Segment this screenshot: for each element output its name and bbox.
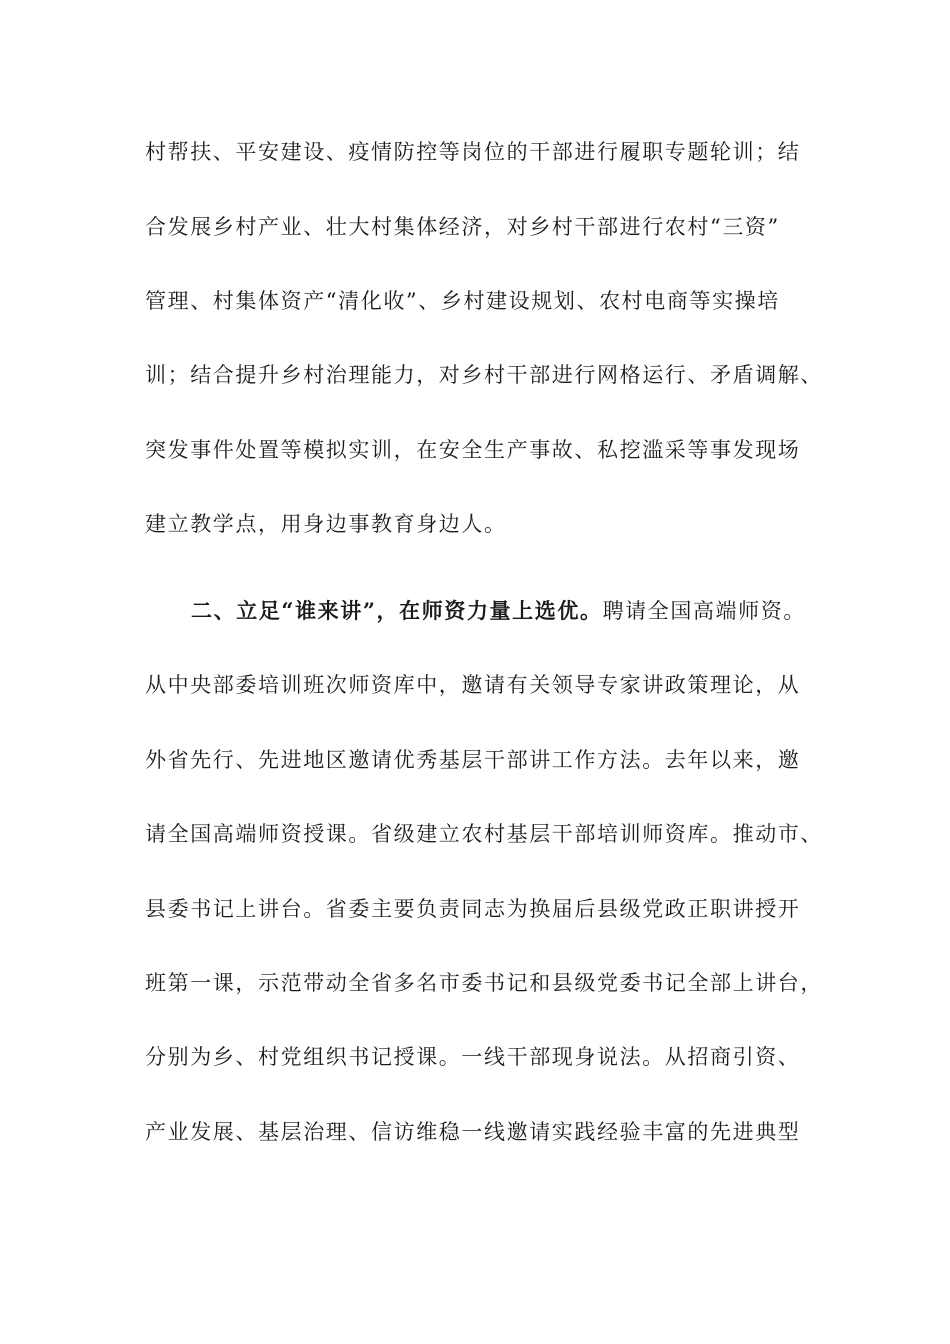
paragraph-line: 突发事件处置等模拟实训，在安全生产事故、私挖滥采等事发现场	[145, 438, 801, 462]
paragraph-line: 村帮扶、平安建设、疫情防控等岗位的干部进行履职专题轮训；结	[145, 140, 801, 164]
paragraph-line: 管理、村集体资产“清化收”、乡村建设规划、农村电商等实操培	[145, 289, 780, 313]
paragraph-line: 外省先行、先进地区邀请优秀基层干部讲工作方法。去年以来，邀	[145, 748, 801, 772]
paragraph-line: 训；结合提升乡村治理能力，对乡村干部进行网格运行、矛盾调解、	[145, 363, 823, 387]
paragraph-line: 合发展乡村产业、壮大村集体经济，对乡村干部进行农村“三资”	[145, 215, 780, 239]
section-first-sentence: 聘请全国高端师资。	[602, 599, 806, 623]
section-heading: 二、立足“谁来讲”，在师资力量上选优。	[191, 598, 603, 623]
paragraph-line: 从中央部委培训班次师资库中，邀请有关领导专家讲政策理论，从	[145, 673, 801, 697]
paragraph-line: 县委书记上讲台。省委主要负责同志为换届后县级党政正职讲授开	[145, 897, 801, 921]
paragraph-line: 产业发展、基层治理、信访维稳一线邀请实践经验丰富的先进典型	[145, 1120, 801, 1144]
paragraph-line: 建立教学点，用身边事教育身边人。	[145, 512, 507, 536]
paragraph-line: 班第一课，示范带动全省多名市委书记和县级党委书记全部上讲台，	[145, 971, 823, 995]
paragraph-line: 请全国高端师资授课。省级建立农村基层干部培训师资库。推动市、	[145, 822, 823, 846]
section-heading-line	[191, 597, 831, 625]
paragraph-line: 分别为乡、村党组织书记授课。一线干部现身说法。从招商引资、	[145, 1045, 801, 1069]
